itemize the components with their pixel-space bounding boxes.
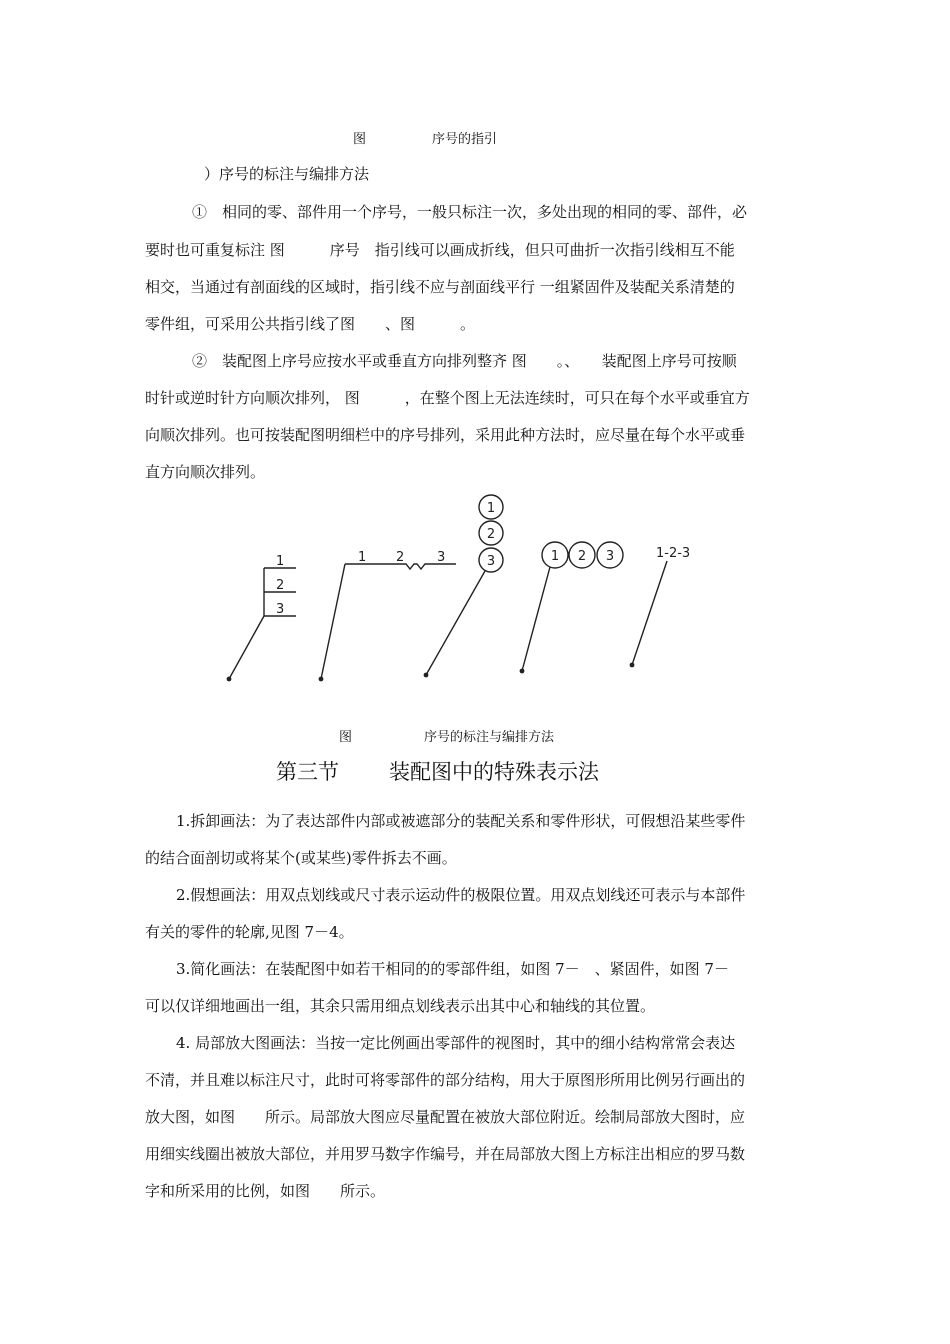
section-title: ）序号的标注与编排方法 xyxy=(204,165,370,183)
leader-line xyxy=(426,571,485,675)
leader-dot xyxy=(630,663,635,668)
para2-line: 时针或逆时针方向顺次排列， 图 ，在整个图上无法连续时，可只在每个水平或垂宜方 xyxy=(145,389,750,407)
line-number: 1 xyxy=(358,550,367,565)
figure-caption-top-label: 图 xyxy=(353,132,367,147)
balloon-number: 3 xyxy=(605,549,615,564)
figure-caption-mid-title: 序号的标注与编排方法 xyxy=(424,730,555,745)
box-number: 3 xyxy=(276,602,285,617)
method-line: 4. 局部放大图画法：当按一定比例画出零部件的视图时，其中的细小结构常常会表达 xyxy=(176,1034,736,1052)
line-number: 3 xyxy=(437,550,446,565)
para1-line: 要时也可重复标注 图 序号 指引线可以画成折线，但只可曲折一次指引线相互不能 xyxy=(145,241,735,259)
box-number: 1 xyxy=(276,554,285,569)
leader-dot xyxy=(227,677,232,682)
method-line: 可以仅详细地画出一组，其余只需用细点划线表示出其中心和轴线的其位置。 xyxy=(145,997,656,1015)
box-number: 2 xyxy=(276,578,285,593)
balloon-number: 3 xyxy=(486,554,496,569)
para1-line: ① 相同的零、部件用一个序号，一般只标注一次，多处出现的相同的零、部件，必 xyxy=(192,203,748,221)
method-line: 不清，并且难以标注尺寸，此时可将零部件的部分结构，用大于原图形所用比例另行画出的 xyxy=(145,1071,746,1089)
figure-caption-mid-label: 图 xyxy=(339,730,353,745)
leader-line xyxy=(522,567,550,671)
method-line: 有关的零件的轮廓,见图 7－4。 xyxy=(145,923,354,941)
line-number: 2 xyxy=(396,550,405,565)
para1-line: 相交，当通过有剖面线的区域时，指引线不应与剖面线平行 一组紧固件及装配关系清楚的 xyxy=(145,278,735,296)
balloon-number: 1 xyxy=(550,549,560,564)
method-line: 2.假想画法：用双点划线或尺寸表示运动件的极限位置。用双点划线还可表示与本部件 xyxy=(176,886,746,904)
chain-number: 1-2-3 xyxy=(656,546,691,561)
section-heading-number: 第三节 xyxy=(276,760,339,784)
para2-line: 直方向顺次排列。 xyxy=(145,463,266,481)
figure-caption-top-title: 序号的指引 xyxy=(432,132,498,147)
leader-line xyxy=(632,561,667,665)
section-heading-title: 装配图中的特殊表示法 xyxy=(389,760,599,784)
balloon-number: 2 xyxy=(486,527,496,542)
method-line: 用细实线圈出被放大部位，并用罗马数字作编号，并在局部放大图上方标注出相应的罗马数 xyxy=(145,1145,746,1163)
para1-line: 零件组，可采用公共指引线了图 、图 。 xyxy=(145,315,476,333)
method-line: 的结合面剖切或将某个(或某些)零件拆去不画。 xyxy=(145,849,457,867)
leader-line xyxy=(321,564,345,679)
balloon-number: 2 xyxy=(577,549,587,564)
balloon-number: 1 xyxy=(486,501,496,516)
method-line: 3.简化画法：在装配图中如若干相同的的零部件组，如图 7－ 、紧固件，如图 7－ xyxy=(176,960,729,978)
leader-dot xyxy=(424,673,429,678)
method-line: 放大图，如图 所示。局部放大图应尽量配置在被放大部位附近。绘制局部放大图时，应 xyxy=(145,1108,746,1126)
method-line: 1.拆卸画法：为了表达部件内部或被遮部分的装配关系和零件形状，可假想沿某些零件 xyxy=(176,812,746,830)
method-line: 字和所采用的比例，如图 所示。 xyxy=(145,1182,386,1200)
leader-line xyxy=(229,616,264,679)
para2-line: ② 装配图上序号应按水平或垂直方向排列整齐 图 。、 装配图上序号可按顺 xyxy=(192,352,737,370)
leader-dot xyxy=(520,669,525,674)
para2-line: 向顺次排列。也可按装配图明细栏中的序号排列，采用此种方法时，应尽量在每个水平或垂 xyxy=(145,426,746,444)
leader-dot xyxy=(319,677,324,682)
